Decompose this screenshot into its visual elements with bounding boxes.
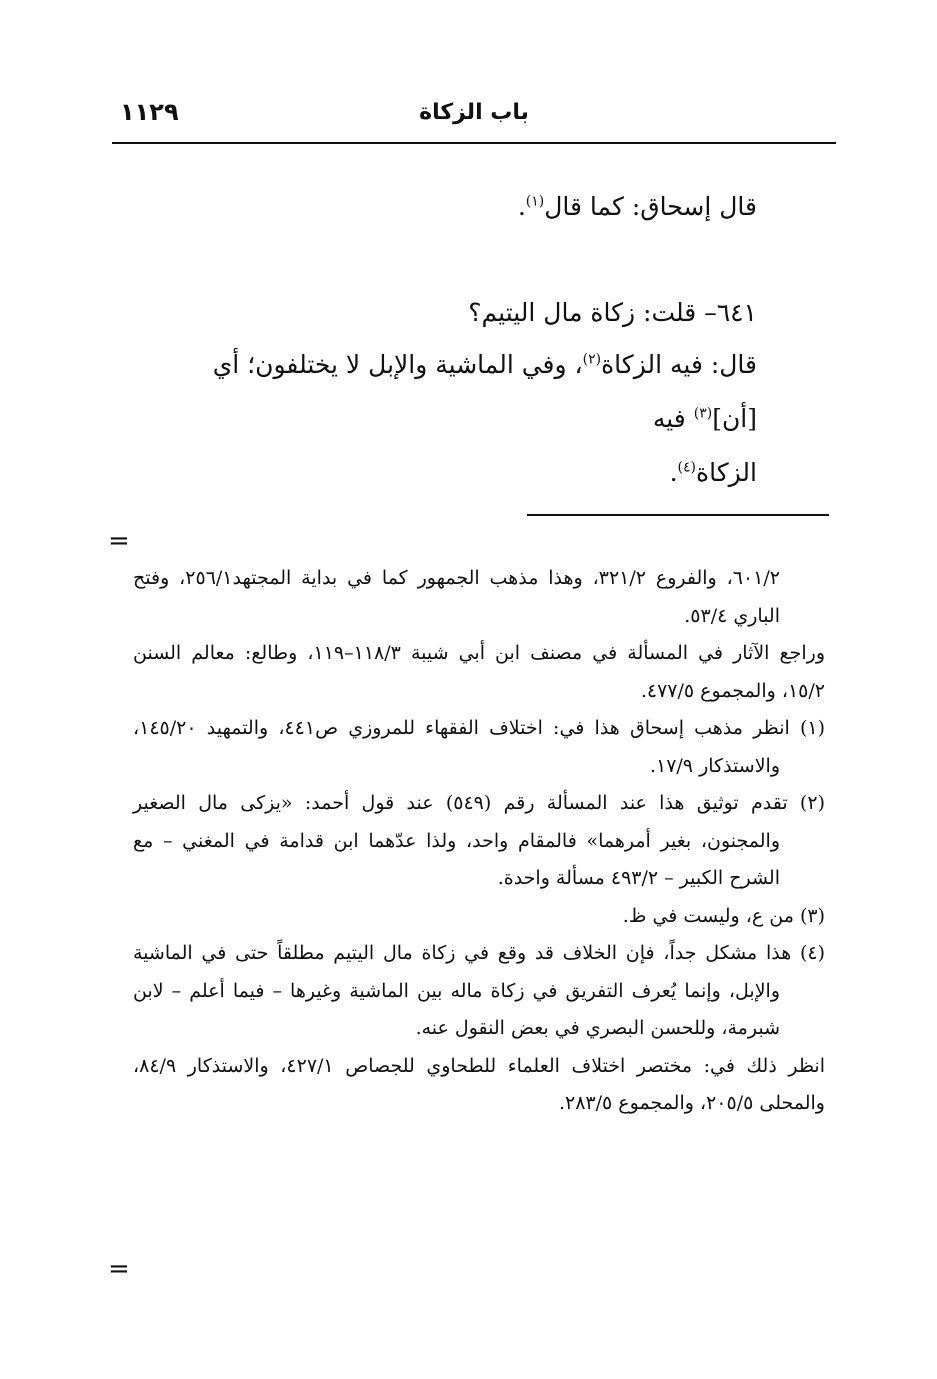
body-text: الزكاة [696,458,757,487]
footnote-2: (٢) تقدم توثيق هذا عند المسألة رقم (٥٤٩) عند قول أحمد: «يزكى مال الصغير والمجنون، بغير أمرهما» فالمقام واحد، ولذا عدّهما ابن قدامة في المغني – مع الشرح الكبير – ٤٩٣/٢ مسألة واحدة. [133,792,825,889]
body-text: قال: فيه الزكاة [601,350,757,379]
body-text: قال إسحاق: كما قال [544,192,757,221]
footnote-ref: (١) [525,193,545,210]
footnote-continuation-1: ٦٠١/٢، والفروع ٣٢١/٢، وهذا مذهب الجمهور كما في بداية المجتهد٢٥٦/١، وفتح الباري ٥٣/٤. [133,567,780,627]
footnote-ref: (٤) [677,459,697,476]
body-text: فيه [652,404,694,433]
answer-line-2 [180,446,825,500]
answer-paragraph [180,338,825,500]
footnote-4-continuation: انظر ذلك في: مختصر اختلاف العلماء للطحاوي للجصاص ٤٢٧/١، والاستذكار ٨٤/٩، والمحلى ٢٠٥/٥، والمجموع ٢٨٣/٥. [133,1054,826,1114]
footnote-ref: (٣) [693,405,713,422]
answer-line-1 [180,338,825,446]
continuation-mark-top: = [108,526,130,556]
footnote-separator [527,514,829,516]
body-text: . [669,458,678,487]
header-rule [112,142,836,144]
running-title: باب الزكاة [419,100,529,125]
footnotes [133,560,825,1123]
body-text: . [517,192,526,221]
footnote-1: (١) انظر مذهب إسحاق هذا في: اختلاف الفقهاء للمروزي ص٤٤١، والتمهيد ١٤٥/٢٠، والاستذكار ١٧/٩. [133,717,825,777]
page-header [112,96,836,140]
footnote-4: (٤) هذا مشكل جداً، فإن الخلاف قد وقع في زكاة مال اليتيم مطلقاً حتى في الماشية والإبل، وإنما يُعرف التفريق في زكاة ماله بين الماشية وغيرها – فيما أعلم – لابن شبرمة، وللحسن البصري في بعض النقول عنه. [133,942,825,1039]
page-number: ١١٢٩ [120,98,179,126]
footnote-continuation-2: وراجع الآثار في المسألة في مصنف ابن أبي شيبة ١١٨/٣–١١٩، وطالع: معالم السنن ١٥/٢، والمجموع ٤٧٧/٥. [133,642,825,702]
body-line-ishaq [112,180,757,234]
continuation-mark-bottom: = [108,1254,130,1284]
body-text: ، وفي الماشية والإبل لا يختلفون؛ أي [أن] [212,350,757,433]
footnote-ref: (٢) [582,351,602,368]
footnote-3: (٣) من ع، وليست في ظ. [622,904,825,927]
question-641: ٦٤١– قلت: زكاة مال اليتيم؟ [468,298,757,327]
